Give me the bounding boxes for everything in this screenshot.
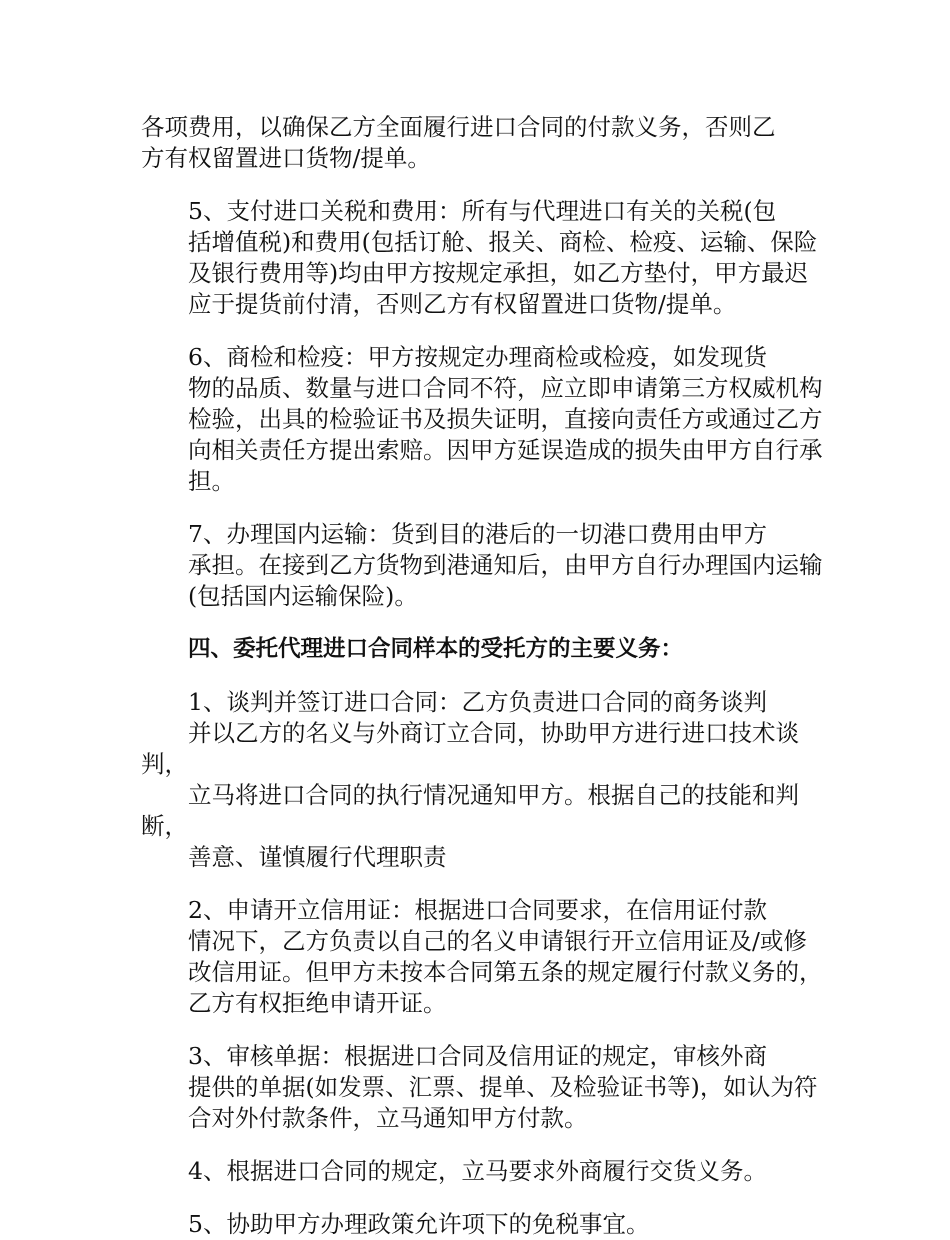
text-line: 括增值税)和费用(包括订舱、报关、商检、检疫、运输、保险 <box>188 228 818 256</box>
text-line: 立马将进口合同的执行情况通知甲方。根据自己的技能和判断， <box>141 781 799 840</box>
clause-7-domestic-transport <box>141 519 830 612</box>
text-line: 方有权留置进口货物/提单。 <box>141 144 431 172</box>
text-line: 改信用证。但甲方未按本合同第五条的规定履行付款义务的， <box>188 958 823 986</box>
text-line: 2、申请开立信用证：根据进口合同要求，在信用证付款 <box>188 896 767 924</box>
section-heading-trustee-obligations: 四、委托代理进口合同样本的受托方的主要义务： <box>188 636 684 662</box>
trustee-clause-5-tax-exemption <box>141 1209 830 1240</box>
text-line: 向相关责任方提出索赔。因甲方延误造成的损失由甲方自行承 <box>188 436 823 464</box>
text-line: 检验，出具的检验证书及损失证明，直接向责任方或通过乙方 <box>188 405 823 433</box>
trustee-clause-2-letter-of-credit <box>141 895 830 1019</box>
text-line: 合对外付款条件，立马通知甲方付款。 <box>188 1104 588 1132</box>
text-line: 物的品质、数量与进口合同不符，应立即申请第三方权威机构 <box>188 374 823 402</box>
clause-6-inspection-quarantine <box>141 342 830 497</box>
text-line: 1、谈判并签订进口合同：乙方负责进口合同的商务谈判 <box>188 688 767 716</box>
text-line: 并以乙方的名义与外商订立合同，协助甲方进行进口技术谈判， <box>141 719 799 778</box>
trustee-clause-4-delivery <box>141 1156 830 1187</box>
text-line: 承担。在接到乙方货物到港通知后，由甲方自行办理国内运输 <box>188 551 823 579</box>
text-line: 及银行费用等)均由甲方按规定承担，如乙方垫付，甲方最迟 <box>188 259 809 287</box>
text-line: 7、办理国内运输：货到目的港后的一切港口费用由甲方 <box>188 520 767 548</box>
text-line: 4、根据进口合同的规定，立马要求外商履行交货义务。 <box>188 1157 767 1185</box>
text-line: 提供的单据(如发票、汇票、提单、及检验证书等)，如认为符 <box>188 1073 818 1101</box>
text-line: 情况下，乙方负责以自己的名义申请银行开立信用证及/或修 <box>188 927 807 955</box>
text-line: 5、支付进口关税和费用：所有与代理进口有关的关税(包 <box>188 197 777 225</box>
text-line: 应于提货前付清，否则乙方有权留置进口货物/提单。 <box>188 290 737 318</box>
text-line: 乙方有权拒绝申请开证。 <box>188 989 447 1017</box>
trustee-clause-1-negotiate-sign <box>141 687 830 873</box>
text-line: 各项费用，以确保乙方全面履行进口合同的付款义务，否则乙 <box>141 113 776 141</box>
text-line: 担。 <box>188 467 235 495</box>
text-line: (包括国内运输保险)。 <box>188 582 418 610</box>
text-line: 5、协助甲方办理政策允许项下的免税事宜。 <box>188 1210 650 1238</box>
clause-5-import-duties <box>141 196 830 320</box>
text-line: 3、审核单据：根据进口合同及信用证的规定，审核外商 <box>188 1042 767 1070</box>
continued-paragraph <box>141 112 830 174</box>
trustee-clause-3-review-documents <box>141 1041 830 1134</box>
text-line: 善意、谨慎履行代理职责 <box>188 843 447 871</box>
text-line: 6、商检和检疫：甲方按规定办理商检或检疫，如发现货 <box>188 343 767 371</box>
